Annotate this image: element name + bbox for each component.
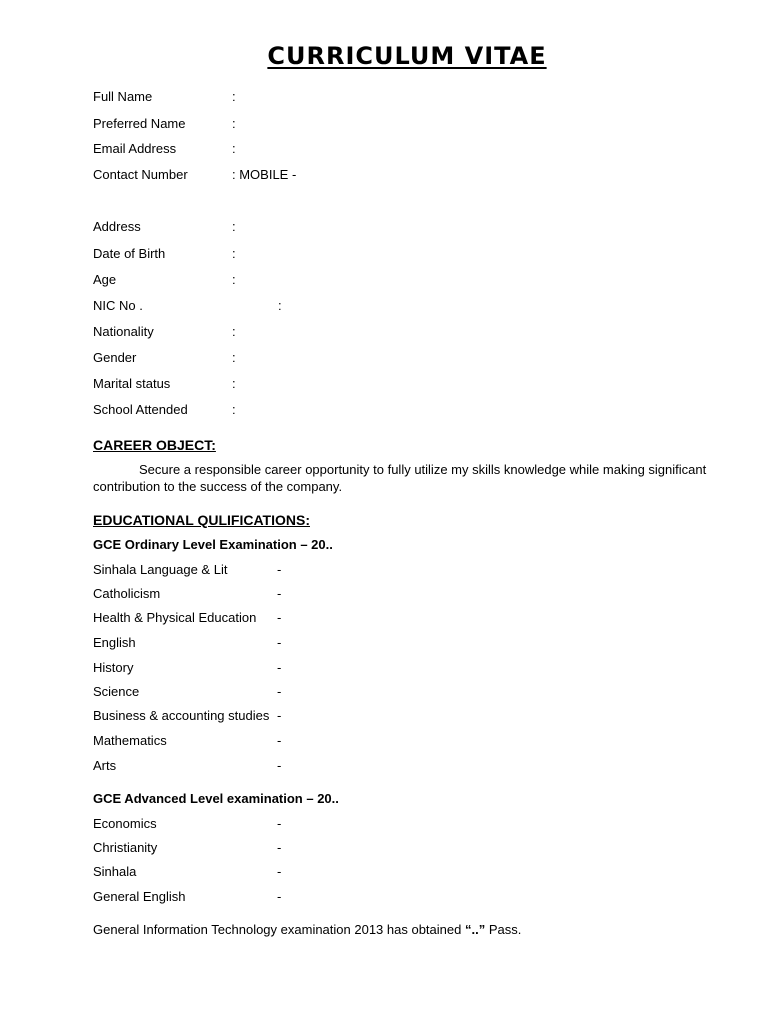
gender-colon: : [232,350,236,365]
al-subject-name: Economics [93,816,157,831]
ol-subject-dash: - [277,610,282,625]
git-exam-suffix: Pass. [485,922,522,937]
ol-subject-row [93,684,282,700]
ol-subject-name: Health & Physical Education [93,610,257,625]
al-subject-dash: - [277,816,282,831]
education-heading: EDUCATIONAL QULIFICATIONS: [93,512,310,528]
ol-subject-dash: - [277,586,282,601]
dob-colon: : [232,246,236,261]
address-label: Address [93,219,141,234]
marital-label: Marital status [93,376,171,391]
email-colon: : [232,141,236,156]
ol-subject-dash: - [277,660,282,675]
git-exam-grade: “..” [464,922,486,937]
ol-subject-row [93,758,282,774]
ol-subject-dash: - [277,708,282,723]
career-text: Secure a responsible career opportunity to fully utilize my skills knowledge while making significant contribution to the success of the company. [93,462,707,494]
age-colon: : [232,272,236,287]
ol-subject-name: English [93,635,136,650]
ol-subject-name: History [93,660,134,675]
marital-colon: : [232,376,236,391]
nic-label: NIC No . [93,298,143,313]
ol-subject-name: Sinhala Language & Lit [93,562,228,577]
preferred-name-label: Preferred Name [93,116,186,131]
full-name-colon: : [232,89,236,104]
al-subject-row [93,864,282,880]
al-subject-dash: - [277,864,282,879]
contact-label: Contact Number [93,167,188,182]
gender-label: Gender [93,350,137,365]
ol-subject-row [93,708,282,724]
ol-subject-row [93,562,282,578]
nationality-label: Nationality [93,324,154,339]
ol-subject-dash: - [277,733,282,748]
ol-subject-name: Arts [93,758,117,773]
ol-subject-dash: - [277,684,282,699]
school-colon: : [232,402,236,417]
ol-subject-name: Mathematics [93,733,167,748]
ol-heading: GCE Ordinary Level Examination – 20.. [93,537,333,552]
dob-label: Date of Birth [93,246,166,261]
preferred-name-colon: : [232,116,236,131]
al-subject-row [93,816,282,832]
al-subject-name: Sinhala [93,864,137,879]
career-heading: CAREER OBJECT: [93,437,216,453]
al-heading: GCE Advanced Level examination – 20.. [93,791,339,806]
ol-subject-dash: - [277,635,282,650]
address-colon: : [232,219,236,234]
school-label: School Attended [93,402,188,417]
al-subject-name: Christianity [93,840,158,855]
ol-subject-dash: - [277,562,282,577]
al-subject-dash: - [277,840,282,855]
ol-subject-row [93,660,282,676]
ol-subject-row [93,733,282,749]
age-label: Age [93,272,117,287]
ol-subject-name: Science [93,684,140,699]
al-subject-name: General English [93,889,186,904]
ol-subject-dash: - [277,758,282,773]
ol-subject-row [93,610,282,626]
ol-subject-row [93,586,282,602]
ol-subject-row [93,635,282,651]
git-exam-text: General Information Technology examination 2013 has obtained [93,922,465,937]
contact-value: : MOBILE - [232,167,297,182]
email-label: Email Address [93,141,177,156]
nic-colon: : [278,298,282,313]
al-subject-dash: - [277,889,282,904]
full-name-label: Full Name [93,89,153,104]
ol-subject-name: Business & accounting studies [93,708,270,723]
nationality-colon: : [232,324,236,339]
al-subject-row [93,840,282,856]
ol-subject-name: Catholicism [93,586,161,601]
al-subject-row [93,889,282,905]
document-title: CURRICULUM VITAE [267,42,547,70]
git-exam-note [93,922,521,937]
